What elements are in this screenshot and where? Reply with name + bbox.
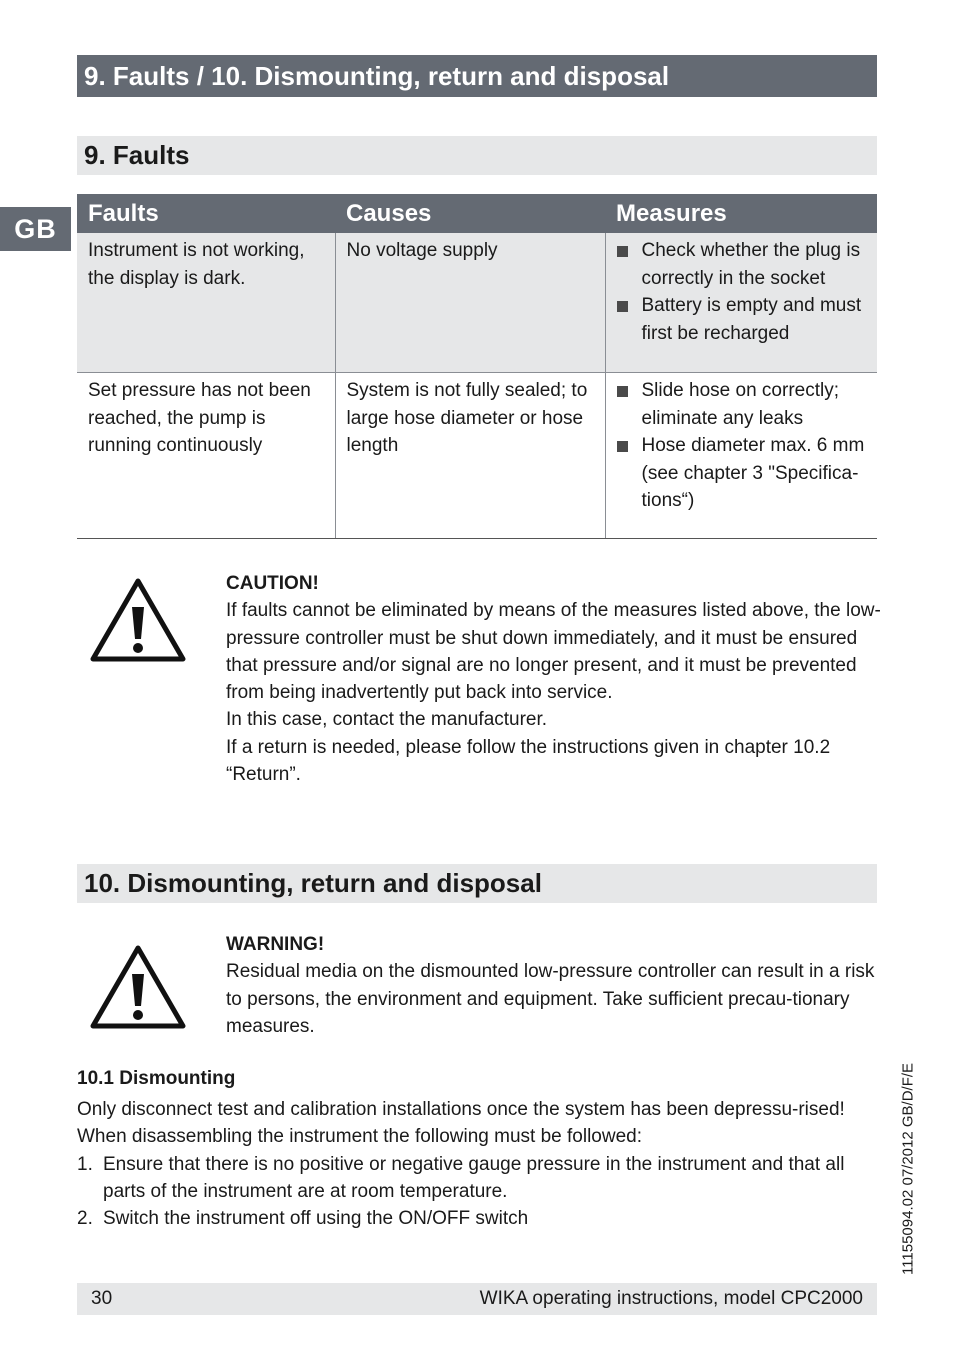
table-row: [77, 373, 877, 539]
step-list: [77, 1151, 867, 1233]
caution-text: If faults cannot be eliminated by means of the measures listed above, the low-pressure controller must be shut down immediately, and it must be ensured that pressure and/or signal are no longer present, and it must be prevented from being inadvertently put back into service.: [226, 600, 881, 704]
warning-label: WARNING!: [226, 934, 325, 955]
paragraph: Only disconnect test and calibration installations once the system has been depressu-rised!: [77, 1099, 845, 1120]
column-header-causes: Causes: [335, 194, 605, 233]
paragraph: When disassembling the instrument the following must be followed:: [77, 1126, 643, 1148]
warning-triangle-icon: [90, 577, 186, 663]
cause-cell: No voltage supply: [335, 233, 605, 373]
faults-table: [77, 194, 877, 539]
caution-notice: [226, 570, 886, 788]
caution-label: CAUTION!: [226, 573, 319, 594]
page-footer: [77, 1283, 877, 1315]
list-item: [77, 1151, 867, 1206]
subsection-title: 10.1 Dismounting: [77, 1068, 236, 1089]
measure-item: Check whether the plug is correctly in the socket: [617, 237, 870, 292]
step-text: Switch the instrument off using the ON/OFF switch: [103, 1208, 529, 1230]
fault-cell: Instrument is not working, the display is dark.: [77, 233, 335, 373]
column-header-measures: Measures: [605, 194, 877, 233]
caution-text: If a return is needed, please follow the instructions given in chapter 10.2 “Return”.: [226, 736, 831, 786]
caution-text: In this case, contact the manufacturer.: [226, 709, 548, 731]
warning-text: Residual media on the dismounted low-pressure controller can result in a risk to persons, the environment and equipment. Take sufficient precau-tionary measures.: [226, 961, 875, 1037]
section-9-title: 9. Faults: [77, 136, 877, 175]
section-10-title: 10. Dismounting, return and disposal: [77, 864, 877, 903]
document-code: [898, 1055, 918, 1283]
page-number: 30: [91, 1288, 113, 1309]
page-header: 9. Faults / 10. Dismounting, return and disposal: [77, 55, 877, 97]
language-tab: GB: [0, 207, 71, 251]
measure-item: Hose diameter max. 6 mm (see chapter 3 "Specifica-tions“): [617, 432, 870, 515]
column-header-faults: Faults: [77, 194, 335, 233]
document-code-text: 11155094.02 07/2012 GB/D/F/E: [899, 1062, 917, 1276]
warning-triangle-icon: [90, 944, 186, 1030]
step-number: 1.: [77, 1153, 93, 1175]
list-item: [77, 1205, 867, 1232]
fault-cell: Set pressure has not been reached, the pump is running continuously: [77, 373, 335, 539]
cause-cell: System is not fully sealed; to large hose diameter or hose length: [335, 373, 605, 539]
warning-notice: [226, 931, 886, 1040]
step-number: 2.: [77, 1208, 93, 1230]
measures-cell: [605, 233, 877, 373]
measures-cell: [605, 373, 877, 539]
measure-item: Slide hose on correctly; eliminate any leaks: [617, 377, 870, 432]
step-text: Ensure that there is no positive or negative gauge pressure in the instrument and that all parts of the instrument are at room temperature.: [103, 1153, 845, 1202]
footer-title: WIKA operating instructions, model CPC2000: [479, 1288, 863, 1309]
dismounting-body: [77, 1096, 867, 1232]
table-row: [77, 233, 877, 373]
measure-item: Battery is empty and must first be recharged: [617, 292, 870, 347]
